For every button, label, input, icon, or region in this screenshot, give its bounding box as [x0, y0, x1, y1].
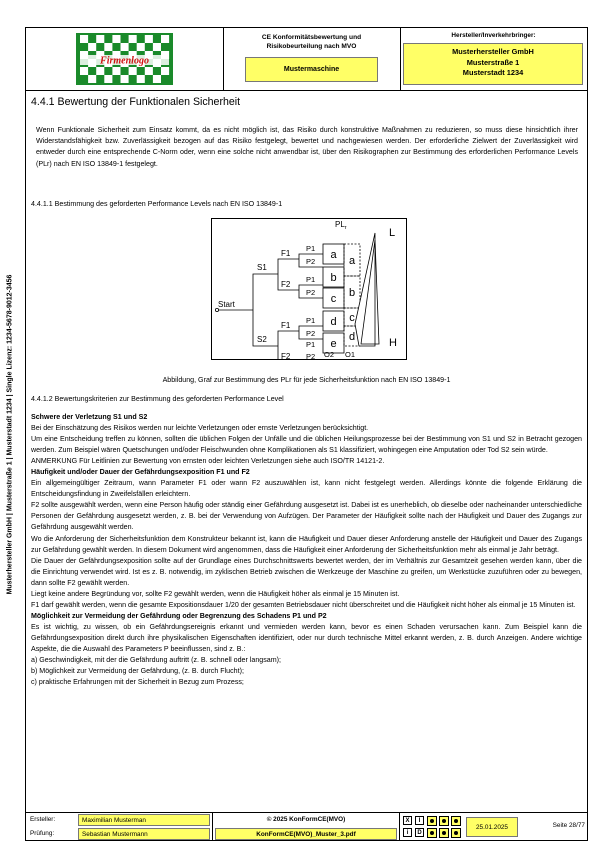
criteria-paragraph: c) praktische Erfahrungen mit der Sicherheit in Bezug zum Prozess;: [31, 678, 244, 687]
criteria-paragraph: Um eine Entscheidung treffen zu können, sollten die üblichen Folgen der Unfälle und die üblichen Heilungsprozesse bei der Bestimmung von S1 und S2 in Betracht gezogen werden. Zum Beispiel wären Quetschungen und/oder Fleischwunden ohne Komplikationen als S1 klassifiziert, wohingegen eine Amputation oder Tod S2 sein würde.: [31, 435, 582, 455]
manufacturer-city: Musterstadt 1234: [462, 68, 524, 77]
criteria-paragraph: Wo die Anforderung der Sicherheitsfunktion dem Konstrukteur bekannt ist, kann die Häufigkeit und Dauer dieser Anforderung anstelle der Häufigkeit und Dauer des Zugangs zur Gefährdung gewählt werden. In diesem Dokument wird angenommen, dass die Häufigkeit einer Anforderung der Sicherheitsfunktion mehr als einmal je Jahr beträgt.: [31, 534, 582, 554]
manufacturer-cell: [400, 28, 587, 90]
page-footer: [26, 812, 587, 841]
graph-pl-label: $PL_r$: [335, 220, 347, 231]
graph-start-label: Start: [218, 300, 235, 309]
subsection-2-title: 4.4.1.2 Bewertungskriterien zur Bestimmung des geforderten Performance Level: [31, 395, 284, 403]
graph-caption-text: Abbildung, Graf zur Bestimmung des PLr für jede Sicherheitsfunktion nach EN ISO 13849-1: [162, 376, 451, 384]
graph-plr-alt-letter: d: [348, 331, 356, 343]
graph-plr-letter: e: [330, 338, 337, 350]
graph-plr-alt-letter: a: [348, 255, 356, 267]
graph-f1-label: F1: [281, 249, 291, 258]
criteria-paragraph: ANMERKUNG Für Leitlinien zur Bewertung von ernsten oder leichten Verletzungen siehe auch ISO/TR 14121-2.: [31, 457, 385, 466]
doc-title-cell: [223, 28, 401, 90]
machine-name: Mustermaschine: [283, 66, 340, 73]
status-dot-icon: [439, 816, 449, 826]
status-dot-icon: [439, 828, 449, 838]
doc-title-line1: CE Konformitätsbewertung und: [261, 34, 362, 41]
graph-p2-label: P2: [306, 288, 316, 297]
status-x-box: X: [403, 816, 412, 825]
graph-f2-label-2: F2: [281, 352, 291, 360]
graph-p2-label: P2: [306, 257, 316, 266]
manufacturer-street: Musterstraße 1: [466, 57, 520, 67]
graph-p1-label: P1: [306, 244, 316, 253]
graph-plr-letter: a: [330, 249, 337, 261]
logo-text: Firmenlogo: [100, 55, 149, 67]
graph-f2-label: F2: [281, 280, 291, 289]
risk-graph: [211, 218, 407, 360]
criteria-paragraph: F2 sollte ausgewählt werden, wenn eine Person häufig oder ständig einer Gefährdung ausgesetzt ist. Dabei ist es unerheblich, ob dieselbe oder nacheinander unterschiedliche Personen der Gefährdung ausgesetzt werden, z. B. bei der Verwendung von Aufzügen. Der Parameter der Häufigkeit sollte nach der Häufigkeit und Dauer des Zugangs zur Gefährdung ausgewählt werden.: [31, 501, 582, 532]
intro-paragraph: [36, 125, 578, 170]
side-license-strip: [2, 0, 18, 868]
footer-persons: [26, 813, 213, 841]
graph-s1-label: S1: [257, 263, 267, 272]
filename-value: KonFormCE(MVO)_Muster_3.pdf: [215, 828, 397, 840]
status-dot-icon: [427, 816, 437, 826]
status-dot-icon: [451, 828, 461, 838]
side-license-text: Musterhersteller GmbH | Musterstraße 1 | Musterstadt 1234 | Single Lizenz: 1234-5678-9012-3456: [6, 274, 14, 594]
footer-status: [400, 813, 587, 841]
status-i2-box: i: [403, 828, 412, 837]
pruefung-label: Prüfung:: [30, 830, 55, 837]
status-d-box: D: [415, 828, 424, 837]
doc-title-line2: Risikobeurteilung nach MVO: [266, 43, 357, 50]
page-number: Seite 28/77: [552, 822, 585, 829]
page-frame: [25, 27, 588, 841]
graph-plr-letter: b: [330, 272, 337, 284]
pruefer-value: Sebastian Mustermann: [78, 828, 210, 840]
graph-h-label: H: [389, 337, 397, 349]
criteria-paragraph: Die Dauer der Gefährdungsexposition sollte auf der Grundlage eines Durchschnittswerts bewertet werden, der im Verhältnis zur Gesamtzeit gesehen werden kann, über die die Einrichtung verwendet wird. Ist es z. B. notwendig, im zyklischen Betrieb zwischen die Werkzeuge der Maschine zu greifen, um Werkstücke zuzuführen oder zu bewegen, dann sollte F2 gewählt werden.: [31, 556, 582, 587]
subsection-1-title: 4.4.1.1 Bestimmung des geforderten Performance Levels nach EN ISO 13849-1: [31, 200, 283, 208]
graph-caption: [31, 376, 582, 384]
graph-s2-label: S2: [257, 335, 267, 344]
graph-f1-label-2: F1: [281, 321, 291, 330]
graph-plr-alt-letter: c: [349, 312, 355, 324]
copyright-text: © 2025 KonFormCE(MVO): [266, 816, 346, 823]
criteria-paragraph: a) Geschwindigkeit, mit der die Gefährdung auftritt (z. B. schnell oder langsam);: [31, 656, 281, 665]
graph-o1-label: O1: [345, 350, 356, 359]
graph-p2-label: P2: [306, 329, 316, 338]
graph-plr-letter: d: [330, 316, 337, 328]
criteria-paragraph: Ein allgemeingültiger Zeitraum, wann Parameter F1 oder wann F2 auszuwählen ist, kann nicht festgelegt werden. Allerdings könnte die folgende Erklärung die Entscheidungsfindung in Zweifelsfällen erleichtern.: [31, 479, 582, 499]
graph-p2-label: P2: [306, 352, 316, 360]
graph-p1-label: P1: [306, 275, 316, 284]
criteria-paragraph: Bei der Einschätzung des Risikos werden nur leichte Verletzungen oder ernste Verletzungen berücksichtigt.: [31, 424, 369, 433]
graph-p1-label: P1: [306, 316, 316, 325]
ersteller-label: Ersteller:: [30, 816, 56, 823]
manufacturer-box: [403, 43, 583, 85]
machine-box: [245, 57, 378, 82]
graph-l-label: L: [389, 227, 396, 239]
criteria-paragraph: b) Möglichkeit zur Vermeidung der Gefährdung, (z. B. durch Flucht);: [31, 667, 244, 676]
status-dot-icon: [427, 828, 437, 838]
graph-plr-alt-letter: b: [348, 287, 356, 299]
manufacturer-label: Hersteller/Inverkehrbringer:: [451, 32, 536, 39]
intro-text: Wenn Funktionale Sicherheit zum Einsatz kommt, da es nicht möglich ist, das Risiko durch konstruktive Maßnahmen zu reduzieren, so muss diese hinsichtlich ihrer Widerstandsfähigkeit bzw. Zuverlässigkeit bezogen auf das Risiko festgelegt, bewertet und nachgewiesen werden. Der erforderliche Zielwert der Zuverlässigkeit wird entweder durch eine entsprechende C-Norm oder, wenn eine solche nicht anwendbar ist, über den Risikographen zur Bestimmung des erforderlichen Performance Levels (PLr) nach EN ISO 13849-1 festgelegt.: [36, 126, 578, 168]
criteria-paragraph: Liegt keine andere Begründung vor, sollte F2 gewählt werden, wenn die Häufigkeit höher als einmal je 15 Minuten ist.: [31, 589, 400, 598]
criteria-heading: Häufigkeit und/oder Dauer der Gefährdungsexposition F1 und F2: [31, 468, 250, 477]
ersteller-value: Maximilian Musterman: [78, 814, 210, 826]
criteria-heading: Möglichkeit zur Vermeidung der Gefährdung oder Begrenzung des Schadens P1 und P2: [31, 611, 327, 620]
graph-p1-label: P1: [306, 340, 316, 349]
manufacturer-name: Musterhersteller GmbH: [452, 47, 534, 56]
criteria-heading: Schwere der Verletzung S1 und S2: [31, 413, 148, 421]
criteria-paragraph: F1 darf gewählt werden, wenn die gesamte Expositionsdauer 1/20 der gesamten Betriebsdauer nicht überschreitet und die Häufigkeit nicht höher als einmal je 15 Minuten ist.: [31, 600, 576, 609]
status-i-box: I: [415, 816, 424, 825]
graph-plr-letter: c: [330, 293, 337, 305]
criteria-text: [31, 412, 582, 688]
page-header: [26, 28, 587, 91]
section-title: 4.4.1 Bewertung der Funktionalen Sicherheit: [31, 96, 241, 108]
criteria-paragraph: Es ist wichtig, zu wissen, ob ein Gefährdungsereignis erkannt und vermieden werden kann, bevor es einen Schaden verursachen kann. Zum Beispiel kann die Gefährdungsexposition direkt durch ihre physikalischen Eigenschaften identifiziert, oder nur durch technische Mittel erkannt werden, z. B. durch Anzeigen. Andere wichtige Aspekte, die die Auswahl des Parameters P beeinflussen, sind z. B.:: [31, 622, 582, 653]
footer-document: [213, 813, 400, 841]
footer-date: 25.01.2025: [466, 817, 518, 837]
company-logo: [26, 28, 224, 90]
checker-logo-icon: [76, 33, 173, 85]
status-dot-icon: [451, 816, 461, 826]
graph-o2-label: O2: [324, 350, 335, 359]
